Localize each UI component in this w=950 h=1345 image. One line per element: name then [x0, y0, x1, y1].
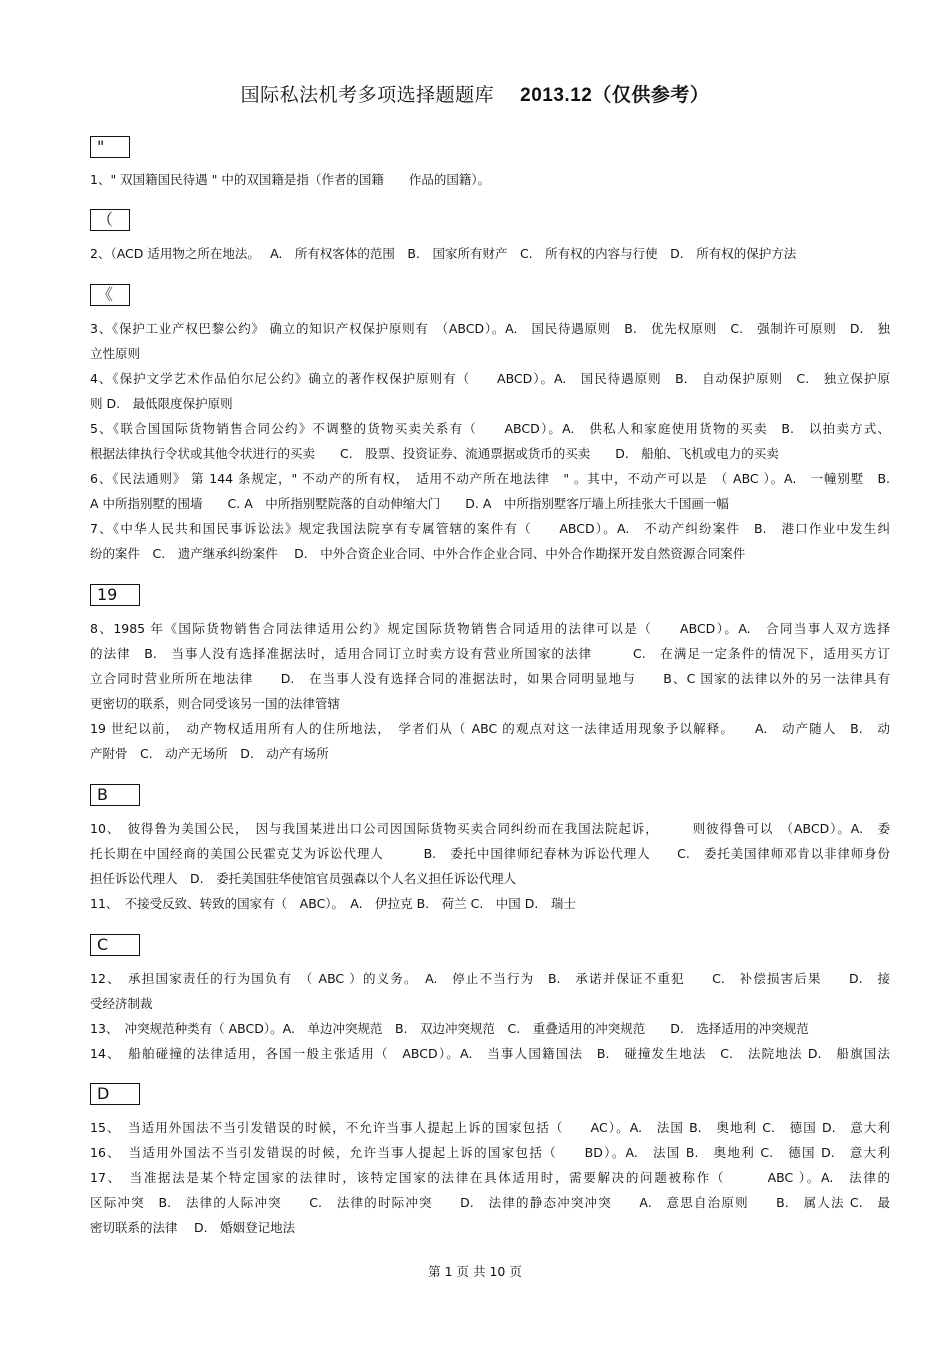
question-line: 根据法律执行令状或其他令状进行的买卖 C. 股票、投资证券、流通票据或货币的买卖 D. 船舶、飞机或电力的买卖 [90, 446, 779, 461]
question-line: 立性原则 [90, 346, 141, 361]
question-line: 的法律 B. 当事人没有选择准据法时，适用合同订立时卖方设有营业所国家的法律 C. 在满足一定条件的情况下，适用买方订 [90, 646, 890, 661]
question-line: 6、《民法通则》 第 144 条规定，" 不动产的所有权， 适用不动产所在地法律 " 。其中，不动产可以是 （ ABC ）。A. 一幢别墅 B. [90, 471, 890, 486]
question-line: 立合同时营业所所在地法律 D. 在当事人没有选择合同的准据法时，如果合同明显地与 B、C 国家的法律以外的另一法律具有 [90, 671, 890, 686]
section-marker-book: 《 [90, 284, 130, 306]
question-line: 托长期在中国经商的美国公民霍克艾为诉讼代理人 B. 委托中国律师纪春林为诉讼代理人 C. 委托美国律师邓肯以非律师身份 [90, 846, 890, 861]
question-line: 则 D. 最低限度保护原则 [90, 396, 233, 411]
question-line: 17、 当准据法是某个特定国家的法律时，该特定国家的法律在具体适用时，需要解决的问题被称作（ ABC ）。A. 法律的 [90, 1170, 890, 1185]
question-line: 区际冲突 B. 法律的人际冲突 C. 法律的时际冲突 D. 法律的静态冲突冲突 A. 意思自治原则 B. 属人法 C. 最 [90, 1195, 890, 1210]
question-line: 8、1985 年《国际货物销售合同法律适用公约》规定国际货物销售合同适用的法律可以是（ ABCD）。A. 合同当事人双方选择 [90, 621, 890, 636]
question-line: 产附骨 C. 动产无场所 D. 动产有场所 [90, 746, 329, 761]
section-marker-c: C [90, 934, 140, 956]
title-main: 国际私法机考多项选择题题库 [240, 84, 495, 106]
question-line: 11、 不接受反致、转致的国家有（ ABC）。 A. 伊拉克 B. 荷兰 C. 中国 D. 瑞士 [90, 896, 576, 911]
question-line: 4、《保护文学艺术作品伯尔尼公约》确立的著作权保护原则有（ ABCD）。A. 国民待遇原则 B. 自动保护原则 C. 独立保护原 [90, 371, 890, 386]
question-line: 纷的案件 C. 遗产继承纠纷案件 D. 中外合资企业合同、中外合作企业合同、中外合作勘探开发自然资源合同案件 [90, 546, 746, 561]
question-line: 19 世纪以前， 动产物权适用所有人的住所地法， 学者们从（ ABC 的观点对这一法律适用现象予以解释。 A. 动产随人 B. 动 [90, 721, 890, 736]
section-marker-paren: （ [90, 209, 130, 231]
question-line: 14、 船舶碰撞的法律适用，各国一般主张适用（ ABCD）。A. 当事人国籍国法 B. 碰撞发生地法 C. 法院地法 D. 船旗国法 [90, 1046, 890, 1061]
page-title [0, 80, 950, 107]
question-line: 5、《联合国国际货物销售合同公约》不调整的货物买卖关系有（ ABCD）。A. 供私人和家庭使用货物的买卖 B. 以拍卖方式、 [90, 421, 890, 436]
question-line: 更密切的联系，则合同受该另一国的法律管辖 [90, 696, 341, 711]
question-line: 1、" 双国籍国民待遇 " 中的双国籍是指（作者的国籍 作品的国籍）。 [90, 172, 491, 187]
question-line: 12、 承担国家责任的行为国负有 （ ABC ）的义务。 A. 停止不当行为 B. 承诺并保证不重犯 C. 补偿损害后果 D. 接 [90, 971, 890, 986]
question-line: A 中所指别墅的围墙 C. A 中所指别墅院落的自动伸缩大门 D. A 中所指别墅客厅墙上所挂张大千国画一幅 [90, 496, 729, 511]
question-line: 密切联系的法律 D. 婚姻登记地法 [90, 1220, 296, 1235]
question-line: 3、《保护工业产权巴黎公约》 确立的知识产权保护原则有 （ABCD）。A. 国民待遇原则 B. 优先权原则 C. 强制许可原则 D. 独 [90, 321, 890, 336]
page-number: 第 1 页 共 10 页 [428, 1264, 522, 1279]
question-line: 15、 当适用外国法不当引发错误的时候，不允许当事人提起上诉的国家包括（ AC）。A. 法国 B. 奥地利 C. 德国 D. 意大利 [90, 1120, 890, 1135]
question-line: 13、 冲突规范种类有（ ABCD）。A. 单边冲突规范 B. 双边冲突规范 C. 重叠适用的冲突规范 D. 选择适用的冲突规范 [90, 1021, 809, 1036]
question-line: 10、 彼得鲁为美国公民， 因与我国某进出口公司因国际货物买卖合同纠纷而在我国法院起诉， 则彼得鲁可以 （ABCD）。A. 委 [90, 821, 890, 836]
question-line: 2、（ACD 适用物之所在地法。 A. 所有权客体的范围 B. 国家所有财产 C. 所有权的内容与行使 D. 所有权的保护方法 [90, 246, 797, 261]
question-line: 担任诉讼代理人 D. 委托美国驻华使馆官员强森以个人名义担任诉讼代理人 [90, 871, 517, 886]
question-line: 16、 当适用外国法不当引发错误的时候，允许当事人提起上诉的国家包括（ BD）。A. 法国 B. 奥地利 C. 德国 D. 意大利 [90, 1145, 890, 1160]
section-marker-d: D [90, 1083, 140, 1105]
section-marker-quote: " [90, 136, 130, 158]
question-line: 受经济制裁 [90, 996, 153, 1011]
section-marker-19: 19 [90, 584, 140, 606]
title-year: 2013.12（仅供参考） [520, 85, 710, 106]
section-marker-b: B [90, 784, 140, 806]
question-line: 7、《中华人民共和国民事诉讼法》规定我国法院享有专属管辖的案件有（ ABCD）。A. 不动产纠纷案件 B. 港口作业中发生纠 [90, 521, 890, 536]
